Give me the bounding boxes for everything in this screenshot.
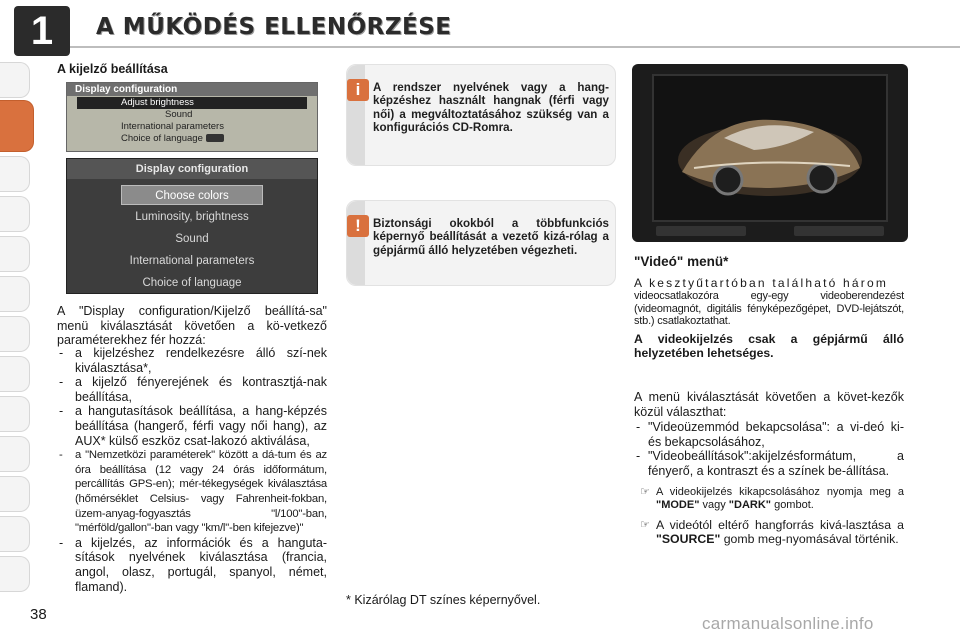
chapter-tab[interactable] <box>0 62 30 98</box>
cd-icon <box>206 134 224 142</box>
note-strip <box>347 201 365 285</box>
chapter-tab[interactable] <box>0 556 30 592</box>
warning-note-text: Biztonsági okokból a többfunkciós képernyő beállítását a vezető kizá-rólag a gépjármű álló helyzetében végezheti. <box>373 217 609 257</box>
pointing-hand-icon: ☞ <box>640 519 650 531</box>
list-item: - a "Nemzetközi paraméterek" között a dá-tum és az óra beállítása (12 vagy 24 órás időformátum, percállítás GPS-en); mér-tékegységek kiválasztása (hőmérséklet Celsius- vagy Fahrenheit-fokban, üzem-anyag-fogyasztás "l/100"-ban, "mérföld/gallon"-ban vagy "km/l"-ben kifejezve)" <box>57 448 327 536</box>
chapter-tab[interactable] <box>0 516 30 552</box>
air-vent <box>656 226 746 236</box>
video-options-list <box>634 420 904 478</box>
dark-key-label: "DARK" <box>728 499 772 511</box>
header-rule <box>70 46 960 48</box>
screen-menu-item: Choice of language <box>142 277 242 289</box>
display-screen <box>652 74 888 222</box>
parameter-list <box>57 346 327 594</box>
screen-menu-item: International parameters <box>129 255 255 267</box>
video-menu-intro: A menü kiválasztását követően a követ-kezők közül választhat: <box>634 390 904 419</box>
info-note-text: A rendszer nyelvének vagy a hang-képzéshez használt hangnak (férfi vagy női) a megváltoztatásához szükség van a konfigurációs CD-Romra. <box>373 81 609 135</box>
chapter-tab[interactable] <box>0 396 30 432</box>
pointing-hand-icon: ☞ <box>640 486 650 498</box>
screen-menu-item-selected: Adjust brightness <box>77 97 307 109</box>
air-vent <box>794 226 884 236</box>
screen-menu-item: International parameters <box>121 121 224 132</box>
chapter-tab[interactable] <box>0 476 30 512</box>
list-item: - a kijelzéshez rendelkezésre álló szí-nek kiválasztása*, <box>57 346 327 375</box>
chapter-tab[interactable] <box>0 356 30 392</box>
screen-menu-item: Luminosity, brightness <box>135 211 249 223</box>
tip-text: gombot. <box>771 499 814 511</box>
warning-icon: ! <box>347 215 369 237</box>
display-config-screen-small <box>66 82 318 152</box>
video-safety-note: A videokijelzés csak a gépjármű álló helyzetében lehetséges. <box>634 332 904 360</box>
chapter-tabs <box>0 62 34 582</box>
tip-text: vagy <box>699 499 729 511</box>
info-note-box <box>346 64 616 166</box>
list-item: - a kijelzés, az információk és a hanguta-sítások nyelvének kiválasztása (francia, angol, olasz, portugál, spanyol, német, flamand). <box>57 536 327 594</box>
video-intro-line: A kesztyűtartóban található három <box>634 276 889 290</box>
watermark: carmanualsonline.info <box>702 614 874 633</box>
source-key-label: "SOURCE" <box>656 532 721 547</box>
info-icon: i <box>347 79 369 101</box>
list-item: - "Videoüzemmód bekapcsolása": a vi-deó ki- és bekapcsolásához, <box>634 420 904 449</box>
list-item: - "Videobeállítások":akijelzésformátum, a fényerő, a kontraszt és a színek be-állítása. <box>634 449 904 478</box>
screen-title: Display configuration <box>67 159 317 179</box>
tip-text: A videokijelzés kikapcsolásához nyomja meg a <box>656 486 904 498</box>
video-intro-text: videocsatlakozóra egy-egy videoberendezést (videomagnót, digitális fényképezőgépet, DVD-lejátszót, stb.) csatlakoztathat. <box>634 290 904 327</box>
chapter-tab[interactable] <box>0 436 30 472</box>
page-header <box>0 0 960 56</box>
screen-menu-item-label: Choice of language <box>121 133 203 144</box>
screen-menu-item: Sound <box>165 109 193 120</box>
chapter-tab[interactable] <box>0 236 30 272</box>
tip-text: gomb meg-nyomásával történik. <box>720 532 899 547</box>
page-title: A MŰKÖDÉS ELLENŐRZÉSE <box>96 14 452 40</box>
intro-paragraph: A "Display configuration/Kijelző beállítá-sa" menü kiválasztását követően a kö-vetkező paraméterekhez fér hozzá: <box>57 304 327 348</box>
list-item: - a hangutasítások beállítása, a hang-képzés beállítása (hangerő, férfi vagy női hang), az AUX* külső eszköz csat-lakozó aktiválása, <box>57 404 327 448</box>
footnote: * Kizárólag DT színes képernyővel. <box>346 593 541 607</box>
chapter-tab[interactable] <box>0 196 30 232</box>
screen-title: Display configuration <box>67 83 317 96</box>
tip-text: A videótól eltérő hangforrás kivá-lasztása a <box>656 518 904 532</box>
section-heading: A kijelző beállítása <box>57 62 168 76</box>
tip-source <box>634 518 904 547</box>
multifunction-display-photo <box>632 64 908 242</box>
screen-menu-item-selected: Choose colors <box>121 185 263 205</box>
tip-video-off <box>634 486 904 512</box>
chapter-tab[interactable] <box>0 316 30 352</box>
warning-note-box <box>346 200 616 286</box>
page-number: 38 <box>30 606 47 623</box>
display-config-screen-large <box>66 158 318 294</box>
chapter-tab-active[interactable] <box>0 100 34 152</box>
chapter-tab[interactable] <box>0 276 30 312</box>
screen-menu-item: Sound <box>175 233 209 245</box>
car-image-icon <box>654 76 886 220</box>
chapter-tab[interactable] <box>0 156 30 192</box>
list-item: - a kijelző fényerejének és kontrasztjá-nak beállítása, <box>57 375 327 404</box>
mode-key-label: "MODE" <box>656 499 700 511</box>
video-menu-title: "Videó" menü* <box>634 254 729 269</box>
chapter-number: 1 <box>14 6 70 56</box>
screen-menu-item <box>67 133 317 145</box>
